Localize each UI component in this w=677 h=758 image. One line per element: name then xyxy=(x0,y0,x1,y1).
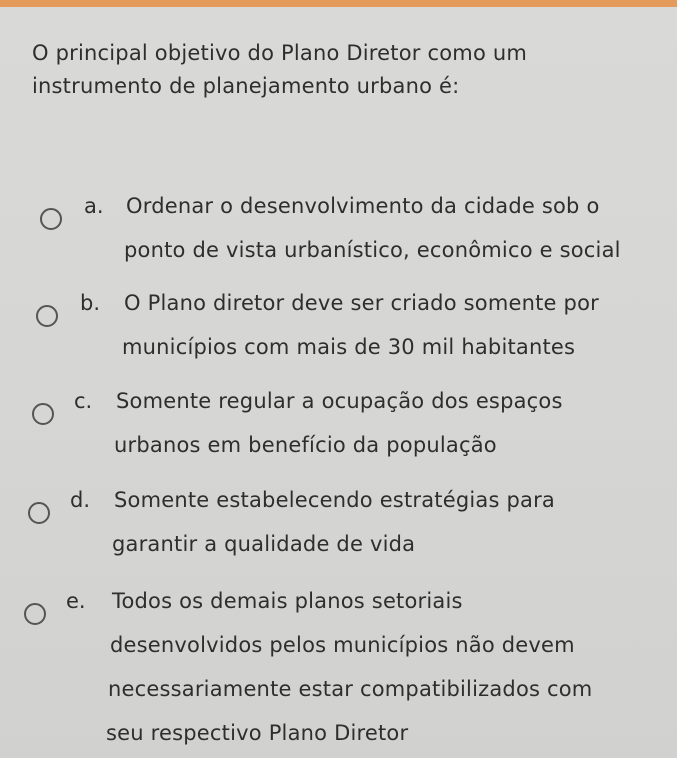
question-text xyxy=(32,37,652,103)
radio-button-b[interactable] xyxy=(36,305,58,327)
option-text-line: ponto de vista urbanístico, econômico e social xyxy=(124,238,621,262)
option-letter: d. xyxy=(70,488,91,512)
radio-button-e[interactable] xyxy=(24,603,46,625)
option-text-line: urbanos em benefício da população xyxy=(114,433,497,457)
option-letter: b. xyxy=(80,291,101,315)
option-text-line: necessariamente estar compatibilizados com xyxy=(108,677,593,701)
option-text-line: seu respectivo Plano Diretor xyxy=(106,721,409,745)
radio-button-d[interactable] xyxy=(28,502,50,524)
option-text-line: garantir a qualidade de vida xyxy=(112,532,416,556)
option-text-line: Ordenar o desenvolvimento da cidade sob o xyxy=(126,194,600,218)
quiz-page xyxy=(0,7,677,758)
option-letter: c. xyxy=(74,389,93,413)
question-line: O principal objetivo do Plano Diretor como um xyxy=(32,41,528,65)
option-letter: a. xyxy=(84,194,104,218)
option-letter: e. xyxy=(66,589,86,613)
option-text-line: Somente estabelecendo estratégias para xyxy=(114,488,555,512)
option-text-line: municípios com mais de 30 mil habitantes xyxy=(122,335,576,359)
question-line: instrumento de planejamento urbano é: xyxy=(32,74,460,98)
option-text-line: Somente regular a ocupação dos espaços xyxy=(116,389,563,413)
option-text-line: desenvolvidos pelos municípios não devem xyxy=(110,633,575,657)
radio-button-c[interactable] xyxy=(32,403,54,425)
option-text-line: Todos os demais planos setoriais xyxy=(112,589,463,613)
radio-button-a[interactable] xyxy=(40,208,62,230)
option-text-line: O Plano diretor deve ser criado somente por xyxy=(124,291,599,315)
top-accent-bar xyxy=(0,0,677,7)
